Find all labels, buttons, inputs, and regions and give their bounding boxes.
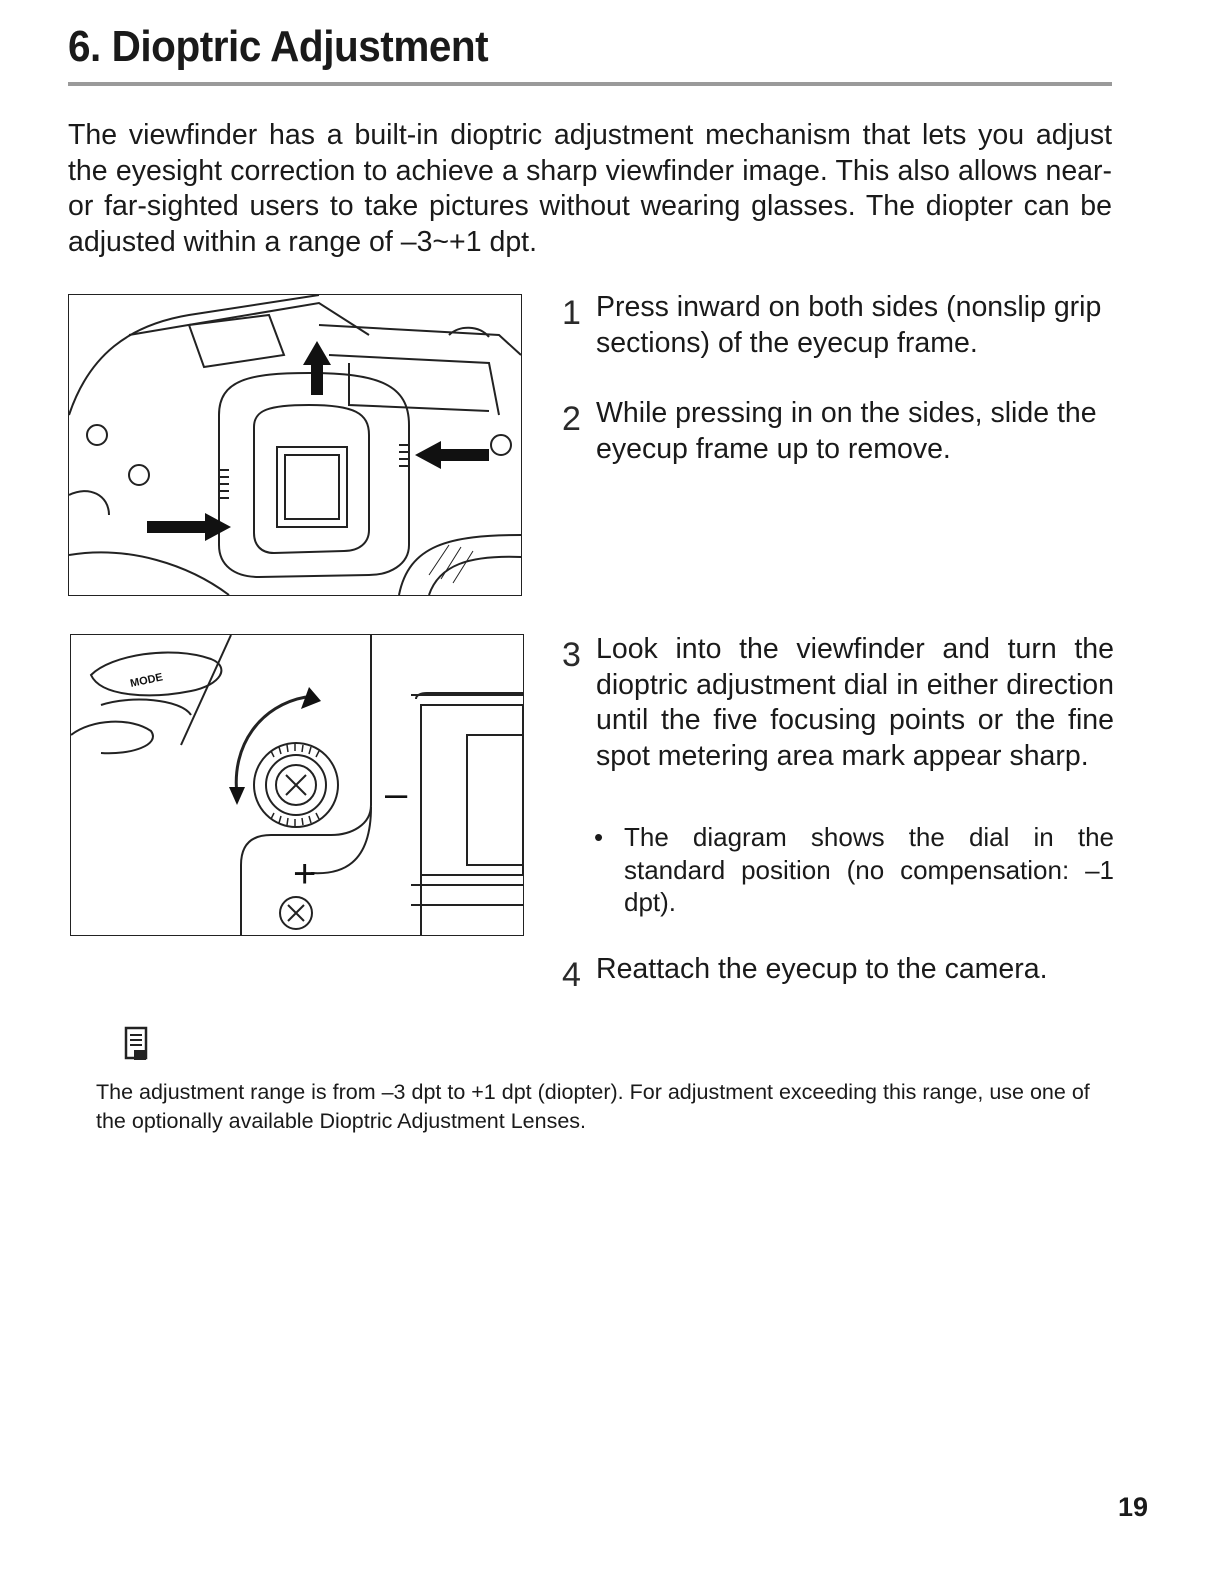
plus-label: + [293, 852, 317, 896]
step-number: 2 [562, 400, 581, 438]
diopter-dial-drawing [71, 635, 523, 935]
step-number: 4 [562, 956, 581, 994]
page-number: 19 [1118, 1492, 1149, 1522]
page-title: 6. Dioptric Adjustment [68, 22, 489, 71]
bullet-point: • [594, 822, 604, 852]
diopter-dial-illustration [70, 634, 524, 936]
camera-eyecup-drawing [69, 295, 521, 595]
step-text: Look into the viewfinder and turn the dioptric adjustment dial in either direction until the five focusing points or the fine spot metering area mark appear sharp. [596, 633, 1114, 772]
minus-label: – [385, 772, 408, 816]
bullet-text: The diagram shows the dial in the standard position (no compensation: –1 dpt). [624, 822, 1114, 917]
step-number: 1 [562, 294, 581, 332]
step-text: While pressing in on the sides, slide the eyecup frame up to remove. [596, 397, 1097, 465]
memo-note-icon [124, 1026, 150, 1067]
step-number: 3 [562, 636, 581, 674]
note-text: The adjustment range is from –3 dpt to +1 dpt (diopter). For adjustment exceeding this range, use one of the optionally available Dioptric Adjustment Lenses. [96, 1080, 1090, 1133]
eyecup-removal-illustration [68, 294, 522, 596]
title-rule [68, 82, 1112, 86]
step-text: Reattach the eyecup to the camera. [596, 953, 1048, 985]
step-text: Press inward on both sides (nonslip grip sections) of the eyecup frame. [596, 291, 1102, 359]
intro-paragraph: The viewfinder has a built-in dioptric adjustment mechanism that lets you adjust the eyesight correction to achieve a sharp viewfinder image. This also allows near- or far-sighted users to take pictures without wearing glasses. The diopter can be adjusted within a range of –3~+1 dpt. [68, 119, 1112, 258]
mode-label: MODE [129, 671, 164, 690]
